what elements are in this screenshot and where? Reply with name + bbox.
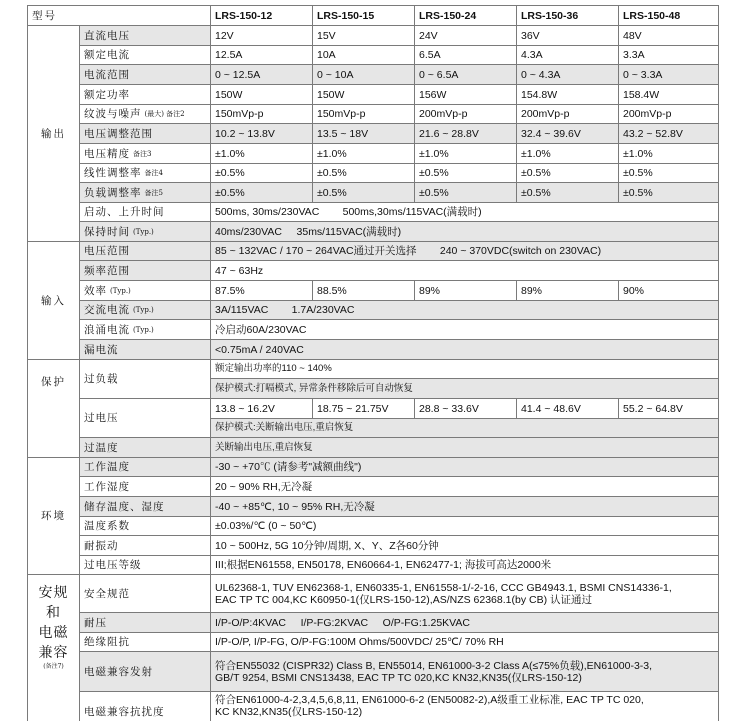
value-cell: ±0.5% bbox=[517, 164, 619, 183]
value-cell: 18.75 ~ 21.75V bbox=[313, 399, 415, 419]
item-label: 交流电流 (Typ.) bbox=[80, 301, 211, 320]
row-ov-category bbox=[28, 556, 719, 575]
row-withstand bbox=[28, 613, 719, 633]
value-cell: ±1.0% bbox=[619, 144, 719, 164]
value-cell: 6.5A bbox=[415, 46, 517, 65]
value-cell: 154.8W bbox=[517, 85, 619, 105]
item-label: 频率范围 bbox=[80, 261, 211, 281]
value-cell: 89% bbox=[415, 281, 517, 301]
value-cell: -30 ~ +70℃ (请参考"减额曲线") bbox=[211, 458, 719, 477]
item-label: 温度系数 bbox=[80, 517, 211, 536]
spec-table bbox=[27, 5, 719, 721]
item-label: 储存温度、湿度 bbox=[80, 497, 211, 517]
row-ripple bbox=[28, 105, 719, 124]
value-cell: 150W bbox=[211, 85, 313, 105]
value-cell: 36V bbox=[517, 26, 619, 46]
row-frequency bbox=[28, 261, 719, 281]
value-cell: 10 ~ 500Hz, 5G 10分钟/周期, X、Y、Z各60分钟 bbox=[211, 536, 719, 556]
row-dc-voltage bbox=[28, 26, 719, 46]
model-name: LRS-150-36 bbox=[517, 6, 619, 26]
value-cell: 200mVp-p bbox=[619, 105, 719, 124]
item-label: 效率 (Typ.) bbox=[80, 281, 211, 301]
row-rated-power bbox=[28, 85, 719, 105]
item-label: 负载调整率 备注5 bbox=[80, 183, 211, 203]
group-safety-emc: 安规 和 电磁 兼容 (备注7) bbox=[28, 575, 80, 721]
value-cell: <0.75mA / 240VAC bbox=[211, 340, 719, 360]
row-overtemp bbox=[28, 438, 719, 458]
value-cell: 89% bbox=[517, 281, 619, 301]
value-cell: 0 ~ 4.3A bbox=[517, 65, 619, 85]
value-cell: 3.3A bbox=[619, 46, 719, 65]
row-vibration bbox=[28, 536, 719, 556]
value-cell: 150W bbox=[313, 85, 415, 105]
value-cell: ±1.0% bbox=[313, 144, 415, 164]
value-cell: 保护模式:打嗝模式, 异常条件移除后可自动恢复 bbox=[211, 379, 719, 399]
row-voltage-tol bbox=[28, 144, 719, 164]
item-label: 过电压等级 bbox=[80, 556, 211, 575]
item-label: 电压范围 bbox=[80, 242, 211, 261]
item-label: 过温度 bbox=[80, 438, 211, 458]
row-safety-standards bbox=[28, 575, 719, 613]
row-ac-current bbox=[28, 301, 719, 320]
row-hold-up bbox=[28, 222, 719, 242]
item-label: 电磁兼容抗扰度 bbox=[80, 692, 211, 721]
value-cell: 13.5 ~ 18V bbox=[313, 124, 415, 144]
value-cell: 200mVp-p bbox=[517, 105, 619, 124]
row-working-humidity bbox=[28, 477, 719, 497]
value-cell: 0 ~ 3.3A bbox=[619, 65, 719, 85]
value-cell: ±0.5% bbox=[415, 183, 517, 203]
model-label: 型号 bbox=[28, 6, 211, 26]
value-cell: 500ms, 30ms/230VAC 500ms,30ms/115VAC(满载时) bbox=[211, 203, 719, 222]
item-label: 过负载 bbox=[80, 360, 211, 399]
value-cell: 21.6 ~ 28.8V bbox=[415, 124, 517, 144]
value-cell: 200mVp-p bbox=[415, 105, 517, 124]
value-cell: ±1.0% bbox=[517, 144, 619, 164]
row-inrush bbox=[28, 320, 719, 340]
value-cell: ±0.03%/℃ (0 ~ 50℃) bbox=[211, 517, 719, 536]
item-label: 额定电流 bbox=[80, 46, 211, 65]
value-cell: 12V bbox=[211, 26, 313, 46]
row-rated-current bbox=[28, 46, 719, 65]
value-cell: 28.8 ~ 33.6V bbox=[415, 399, 517, 419]
value-cell: 150mVp-p bbox=[211, 105, 313, 124]
value-cell: 保护模式:关断输出电压,重启恢复 bbox=[211, 419, 719, 438]
item-label: 工作湿度 bbox=[80, 477, 211, 497]
value-cell: 4.3A bbox=[517, 46, 619, 65]
row-input-voltage bbox=[28, 242, 719, 261]
value-cell: 40ms/230VAC 35ms/115VAC(满载时) bbox=[211, 222, 719, 242]
value-cell: 55.2 ~ 64.8V bbox=[619, 399, 719, 419]
value-cell: 0 ~ 6.5A bbox=[415, 65, 517, 85]
row-emc-emission bbox=[28, 652, 719, 692]
item-label: 纹波与噪声 (最大) 备注2 bbox=[80, 105, 211, 124]
value-cell: 15V bbox=[313, 26, 415, 46]
value-cell: 额定输出功率的110 ~ 140% bbox=[211, 360, 719, 379]
row-overload-1 bbox=[28, 360, 719, 379]
row-overvoltage-1 bbox=[28, 399, 719, 419]
value-cell: 3A/115VAC 1.7A/230VAC bbox=[211, 301, 719, 320]
item-label: 启动、上升时间 bbox=[80, 203, 211, 222]
value-cell: III;根据EN61558, EN50178, EN60664-1, EN62477-1; 海拔可高达2000米 bbox=[211, 556, 719, 575]
group-protection: 保护 bbox=[28, 360, 80, 458]
item-label: 耐压 bbox=[80, 613, 211, 633]
item-label: 浪涌电流 (Typ.) bbox=[80, 320, 211, 340]
row-efficiency bbox=[28, 281, 719, 301]
value-cell: 87.5% bbox=[211, 281, 313, 301]
model-name: LRS-150-12 bbox=[211, 6, 313, 26]
value-cell: ±1.0% bbox=[415, 144, 517, 164]
value-cell: 43.2 ~ 52.8V bbox=[619, 124, 719, 144]
value-cell: ±0.5% bbox=[211, 183, 313, 203]
row-voltage-adj bbox=[28, 124, 719, 144]
row-current-range bbox=[28, 65, 719, 85]
value-cell: -40 ~ +85℃, 10 ~ 95% RH,无冷凝 bbox=[211, 497, 719, 517]
value-cell: 冷启动60A/230VAC bbox=[211, 320, 719, 340]
value-cell: 符合EN61000-4-2,3,4,5,6,8,11, EN61000-6-2 (EN50082-2),A级重工业标准, EAC TP TC 020, KC KN32,KN35(仅LRS-150-12) bbox=[211, 692, 719, 721]
row-working-temp bbox=[28, 458, 719, 477]
row-setup-rise bbox=[28, 203, 719, 222]
value-cell: 24V bbox=[415, 26, 517, 46]
item-label: 额定功率 bbox=[80, 85, 211, 105]
value-cell: 0 ~ 12.5A bbox=[211, 65, 313, 85]
model-name: LRS-150-15 bbox=[313, 6, 415, 26]
model-name: LRS-150-48 bbox=[619, 6, 719, 26]
value-cell: 90% bbox=[619, 281, 719, 301]
item-label: 电压调整范围 bbox=[80, 124, 211, 144]
item-label: 过电压 bbox=[80, 399, 211, 438]
row-load-reg bbox=[28, 183, 719, 203]
item-label: 保持时间 (Typ.) bbox=[80, 222, 211, 242]
item-label: 电压精度 备注3 bbox=[80, 144, 211, 164]
value-cell: ±0.5% bbox=[211, 164, 313, 183]
group-input: 输入 bbox=[28, 242, 80, 360]
value-cell: 85 ~ 132VAC / 170 ~ 264VAC通过开关选择 240 ~ 370VDC(switch on 230VAC) bbox=[211, 242, 719, 261]
value-cell: ±0.5% bbox=[619, 183, 719, 203]
model-name: LRS-150-24 bbox=[415, 6, 517, 26]
value-cell: 10A bbox=[313, 46, 415, 65]
item-label: 安全规范 bbox=[80, 575, 211, 613]
value-cell: 47 ~ 63Hz bbox=[211, 261, 719, 281]
value-cell: UL62368-1, TUV EN62368-1, EN60335-1, EN61558-1/-2-16, CCC GB4943.1, BSMI CNS14336-1, EAC TP TC 004,KC K60950-1(仅LRS-150-12),AS/NZS 62368.1(by CB) 认证通过 bbox=[211, 575, 719, 613]
value-cell: ±0.5% bbox=[517, 183, 619, 203]
item-label: 线性调整率 备注4 bbox=[80, 164, 211, 183]
value-cell: 0 ~ 10A bbox=[313, 65, 415, 85]
item-label: 工作温度 bbox=[80, 458, 211, 477]
value-cell: 156W bbox=[415, 85, 517, 105]
value-cell: I/P-O/P, I/P-FG, O/P-FG:100M Ohms/500VDC/ 25℃/ 70% RH bbox=[211, 633, 719, 652]
item-label: 电流范围 bbox=[80, 65, 211, 85]
item-label: 耐振动 bbox=[80, 536, 211, 556]
row-leakage bbox=[28, 340, 719, 360]
value-cell: 13.8 ~ 16.2V bbox=[211, 399, 313, 419]
value-cell: 158.4W bbox=[619, 85, 719, 105]
value-cell: ±0.5% bbox=[313, 164, 415, 183]
value-cell: 48V bbox=[619, 26, 719, 46]
group-output: 输出 bbox=[28, 26, 80, 242]
value-cell: 关断输出电压,重启恢复 bbox=[211, 438, 719, 458]
value-cell: 150mVp-p bbox=[313, 105, 415, 124]
row-storage bbox=[28, 497, 719, 517]
item-label: 电磁兼容发射 bbox=[80, 652, 211, 692]
row-temp-coeff bbox=[28, 517, 719, 536]
item-label: 直流电压 bbox=[80, 26, 211, 46]
item-label: 绝缘阻抗 bbox=[80, 633, 211, 652]
value-cell: 20 ~ 90% RH,无冷凝 bbox=[211, 477, 719, 497]
value-cell: 符合EN55032 (CISPR32) Class B, EN55014, EN61000-3-2 Class A(≤75%负载),EN61000-3-3, GB/T 9254, BSMI CNS13438, EAC TP TC 020,KC KN32,KN35(仅LRS-150-12) bbox=[211, 652, 719, 692]
value-cell: 41.4 ~ 48.6V bbox=[517, 399, 619, 419]
row-isolation bbox=[28, 633, 719, 652]
header-row bbox=[28, 6, 719, 26]
row-line-reg bbox=[28, 164, 719, 183]
group-environment: 环境 bbox=[28, 458, 80, 575]
value-cell: 32.4 ~ 39.6V bbox=[517, 124, 619, 144]
value-cell: ±0.5% bbox=[313, 183, 415, 203]
value-cell: 10.2 ~ 13.8V bbox=[211, 124, 313, 144]
value-cell: ±1.0% bbox=[211, 144, 313, 164]
value-cell: ±0.5% bbox=[415, 164, 517, 183]
value-cell: I/P-O/P:4KVAC I/P-FG:2KVAC O/P-FG:1.25KVAC bbox=[211, 613, 719, 633]
item-label: 漏电流 bbox=[80, 340, 211, 360]
row-emc-immunity bbox=[28, 692, 719, 721]
value-cell: 12.5A bbox=[211, 46, 313, 65]
value-cell: 88.5% bbox=[313, 281, 415, 301]
value-cell: ±0.5% bbox=[619, 164, 719, 183]
